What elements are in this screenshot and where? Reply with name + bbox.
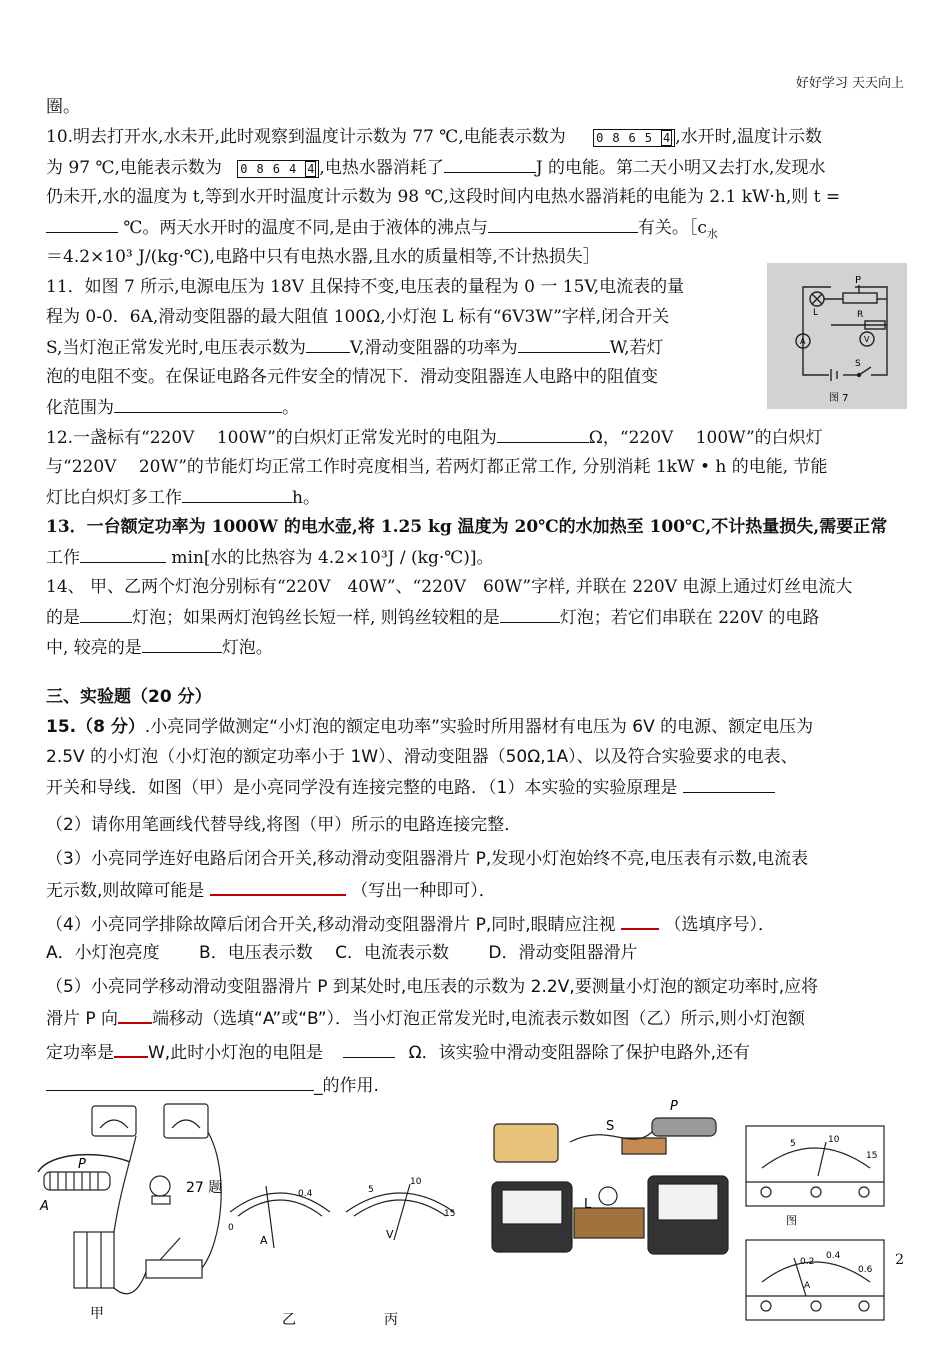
question-15-part-2: （2）请你用笔画线代替导线,将图（甲）所示的电路连接完整． <box>46 815 522 835</box>
fig7-caption: 图 7 <box>829 393 849 404</box>
question-15-part-5b: 滑片 P 向 端移动（选填“A”或“B”）．当小灯泡正常发光时,电流表示数如图（乙）所示,则小灯泡额 <box>46 1002 906 1032</box>
question-15-line-1: 15.（8 分）.小亮同学做测定“小灯泡的额定电功率”实验时所用器材有电压为 6V 的电源、额定电压为 <box>46 717 814 737</box>
answer-blank[interactable] <box>343 1037 395 1058</box>
dial2-tick-06: 0.6 <box>858 1265 873 1275</box>
meter-dial-volt <box>746 1126 884 1206</box>
fig7-r-label: R <box>857 310 864 320</box>
question-11-line-1: 11．如图 7 所示,电源电压为 18V 且保持不变,电压表的量程为 0 一 15V,电流表的量 <box>46 277 685 297</box>
dial-caption: 图 <box>786 1214 797 1227</box>
answer-blank[interactable] <box>500 602 560 623</box>
question-10-line-4: ℃。两天水开时的温度不同,是由于液体的沸点与 有关。$[c_水$ <box>46 212 906 242</box>
yi-tick-04: 0.4 <box>298 1189 313 1199</box>
question-11-line-5: 化范围为 。 <box>46 392 906 422</box>
figure-bing-voltmeter-dial <box>346 1184 454 1240</box>
question-10-line-3: 仍未开,水的温度为 t,等到水开时温度计示数为 98 ℃,这段时间内电热水器消耗的电能为 2.1 kW·h,则 t = <box>46 187 841 207</box>
question-15-part-3: （3）小亮同学连好电路后闭合开关,移动滑动变阻器滑片 P,发现小灯泡始终不亮,电压表有示数,电流表 <box>46 849 809 869</box>
dial1-tick-5: 5 <box>790 1139 796 1149</box>
fig7-p-label: P <box>855 275 862 286</box>
fig7-a-label: A <box>800 337 806 346</box>
answer-blank[interactable] <box>118 1002 152 1024</box>
answer-blank[interactable] <box>46 1070 314 1091</box>
answer-blank[interactable] <box>80 602 132 623</box>
figure-yi-ammeter-dial <box>230 1186 330 1248</box>
question-14-line-1: 14、 甲、乙两个灯泡分别标有“220V 40W”、“220V 60W”字样, 并联在 220V 电源上通过灯丝电流大 <box>46 577 853 597</box>
dial2-a-label: A <box>804 1281 811 1291</box>
fig-jia-caption: 甲 <box>90 1306 104 1322</box>
photo-s-label: S <box>606 1119 615 1134</box>
answer-blank[interactable] <box>142 632 222 653</box>
question-11-line-4: 泡的电阻不变。在保证电路各元件安全的情况下．滑动变阻器连人电路中的阻值变 <box>46 367 658 387</box>
question-12-line-2: 与“220V 20W”的节能灯均正常工作时亮度相当, 若两灯都正常工作, 分别消耗 1kW • h 的电能, 节能 <box>46 457 828 477</box>
question-15-part-7: _的作用. <box>46 1070 906 1100</box>
bing-tick-5: 5 <box>368 1185 374 1195</box>
experiment-figures <box>30 1092 910 1342</box>
answer-blank[interactable] <box>114 1036 148 1058</box>
energy-meter-reading-2: 0864 4 <box>237 160 319 178</box>
question-13-line-2: 工作 min[水的比热容为 4.2×10³J / (kg·℃)]。 <box>46 542 906 572</box>
dial2-tick-04: 0.4 <box>826 1251 841 1261</box>
meter-dial-amp <box>746 1240 884 1320</box>
question-10-line-5: ＝4.2×10³ J/(kg·℃),电路中只有电热水器,且水的质量相等,不计热损失］ <box>46 247 600 267</box>
yi-tick-0: 0 <box>228 1223 234 1233</box>
dial1-tick-10: 10 <box>828 1135 840 1145</box>
question-14-line-2: 的是 灯泡；如果两灯泡钨丝长短一样, 则钨丝较粗的是 灯泡；若它们串联在 220V 的电路 <box>46 602 906 632</box>
question-12-line-3: 灯比白炽灯多工作 h。 <box>46 482 906 512</box>
question-15-part-6: 定功率是 W,此时小灯泡的电阻是 Ω．该实验中滑动变阻器除了保护电路外,还有 <box>46 1036 906 1066</box>
page-header: 好好学习 天天向上 <box>795 76 904 91</box>
answer-blank[interactable] <box>114 392 282 413</box>
dial2-tick-02: 0.2 <box>800 1257 815 1267</box>
answer-blank[interactable] <box>488 212 638 233</box>
photo-p-label: P <box>670 1099 678 1114</box>
dial1-tick-15: 15 <box>866 1151 878 1161</box>
fig-yi-caption: 乙 <box>282 1312 296 1328</box>
fig-jia-p: P <box>78 1157 86 1172</box>
answer-blank[interactable] <box>683 772 775 793</box>
question-15-part-5: （5）小亮同学移动滑动变阻器滑片 P 到某处时,电压表的示数为 2.2V,要测量小灯泡的额定功率时,应将 <box>46 977 819 997</box>
question-10-line-2: 为 97 ℃,电能表示数为 0864 4 ,电热水器消耗了 J 的电能。第二天小明又去打水,发现水 <box>46 152 906 182</box>
q27-label: 27 题 <box>186 1180 223 1196</box>
answer-blank[interactable] <box>518 332 610 353</box>
figure-7-circuit <box>767 263 907 409</box>
fig7-v-label: V <box>864 335 870 344</box>
bing-tick-15: 15 <box>444 1209 456 1219</box>
question-10-line-1: 10.明去打开水,水未开,此时观察到温度计示数为 77 ℃,电能表示数为 0865 4 ,水开时,温度计示数 <box>46 127 823 147</box>
answer-blank[interactable] <box>80 542 166 563</box>
question-15-part-4: （4）小亮同学排除故障后闭合开关,移动滑动变阻器滑片 P,同时,眼睛应注视 （选填序号）． <box>46 908 906 938</box>
answer-options: A．小灯泡亮度 B．电压表示数 C．电流表示数 D．滑动变阻器滑片 <box>46 943 638 963</box>
fig7-l-label: L <box>813 308 819 318</box>
question-13-line-1: 13．一台额定功率为 1000W 的电水壶,将 1.25 kg 温度为 20℃的水加热至 100℃,不计热量损失,需要正常 <box>46 517 888 537</box>
question-15-line-3: 开关和导线．如图（甲）是小亮同学没有连接完整的电路．（1）本实验的实验原理是 <box>46 772 906 802</box>
yi-a-label: A <box>260 1234 268 1247</box>
fig-bing-caption: 丙 <box>384 1312 398 1328</box>
question-15-line-2: 2.5V 的小灯泡（小灯泡的额定功率小于 1W）、滑动变阻器（50Ω,1A）、以及符合实验要求的电表、 <box>46 747 798 767</box>
answer-blank[interactable] <box>621 908 659 930</box>
fig7-s-label: S <box>855 359 861 369</box>
page-number: 2 <box>895 1252 904 1268</box>
bing-v-label: V <box>386 1228 394 1241</box>
answer-blank[interactable] <box>46 212 118 233</box>
document-body <box>46 92 906 1100</box>
section-title: 三、实验题（20 分） <box>46 687 212 707</box>
answer-blank[interactable] <box>306 332 350 353</box>
text-line: 圈。 <box>46 97 80 117</box>
question-15-part-3b: 无示数,则故障可能是 （写出一种即可）． <box>46 874 906 904</box>
fig-jia-a: A <box>40 1199 49 1214</box>
question-11-line-3: S,当灯泡正常发光时,电压表示数为 V,滑动变阻器的功率为 W,若灯 <box>46 332 906 362</box>
photo-l-label: L <box>584 1197 592 1212</box>
apparatus-photo <box>492 1118 728 1254</box>
answer-blank[interactable] <box>444 152 536 173</box>
energy-meter-reading-1: 0865 4 <box>593 129 675 147</box>
question-14-line-3: 中, 较亮的是 灯泡。 <box>46 632 906 662</box>
figure-jia <box>38 1104 221 1294</box>
question-11-line-2: 程为 0-0．6A,滑动变阻器的最大阻值 100Ω,小灯泡 L 标有“6V3W”字样,闭合开关 <box>46 307 670 327</box>
answer-blank[interactable] <box>210 874 346 896</box>
answer-blank[interactable] <box>182 482 292 503</box>
bing-tick-10: 10 <box>410 1177 422 1187</box>
answer-blank[interactable] <box>497 422 589 443</box>
question-12-line-1: 12.一盏标有“220V 100W”的白炽灯正常发光时的电阻为 Ω，“220V 100W”的白炽灯 <box>46 422 906 452</box>
